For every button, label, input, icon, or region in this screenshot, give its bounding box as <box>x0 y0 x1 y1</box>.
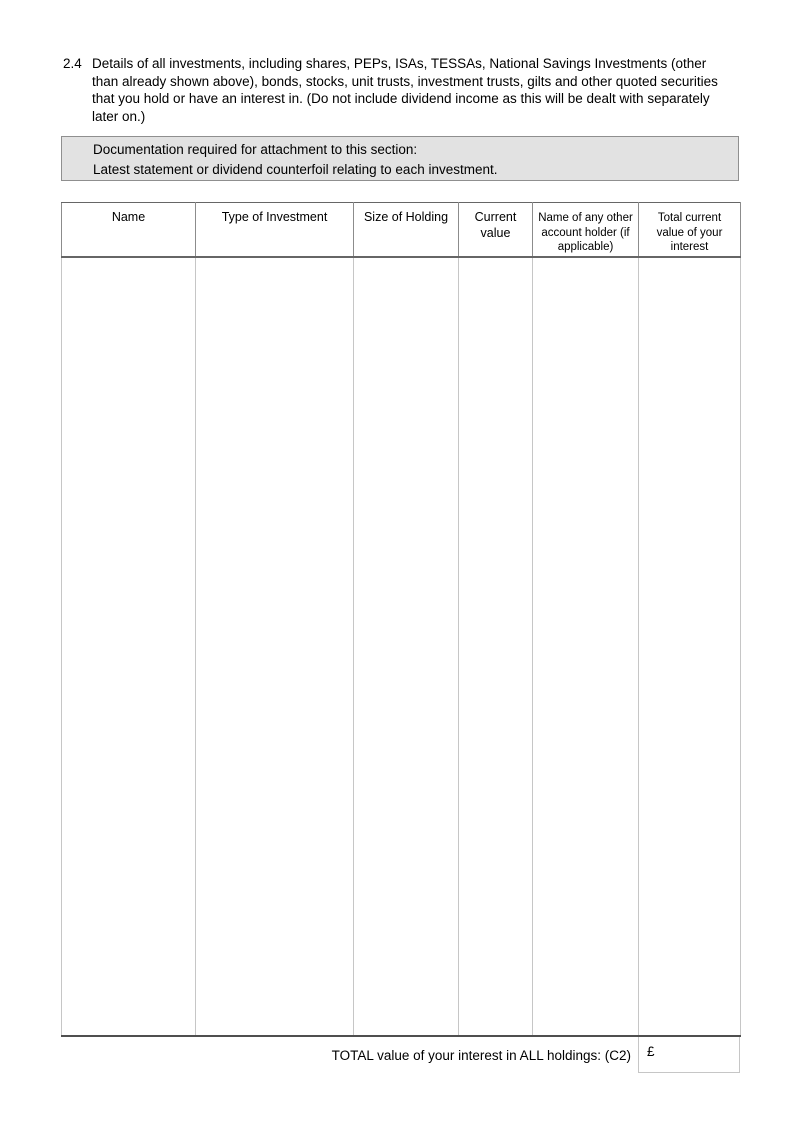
column-header-size-of-holding: Size of Holding <box>354 203 459 257</box>
documentation-box <box>61 136 739 181</box>
input-cell-total-current-value[interactable] <box>639 257 741 1036</box>
documentation-box-detail: Latest statement or dividend counterfoil relating to each investment. <box>93 161 498 177</box>
column-header-current-value: Current value <box>459 203 533 257</box>
column-header-type-of-investment: Type of Investment <box>196 203 354 257</box>
input-cell-other-account-holder[interactable] <box>533 257 639 1036</box>
total-label: TOTAL value of your interest in ALL holdings: (C2) <box>331 1047 631 1063</box>
input-cell-type-of-investment[interactable] <box>196 257 354 1036</box>
section-number: 2.4 <box>63 56 82 71</box>
input-cell-size-of-holding[interactable] <box>354 257 459 1036</box>
investments-table-blank-row <box>62 257 741 1036</box>
column-header-name: Name <box>62 203 196 257</box>
input-cell-name[interactable] <box>62 257 196 1036</box>
total-row <box>61 1037 740 1073</box>
column-header-other-account-holder: Name of any other account holder (if applicable) <box>533 203 639 257</box>
total-value-field[interactable] <box>638 1037 740 1073</box>
input-cell-current-value[interactable] <box>459 257 533 1036</box>
section-2-4 <box>0 0 800 125</box>
column-header-total-current-value: Total current value of your interest <box>639 203 741 257</box>
investments-table-header-row <box>62 203 741 257</box>
section-text: Details of all investments, including shares, PEPs, ISAs, TESSAs, National Savings Investments (other than already shown above), bonds, stocks, unit trusts, investment trusts, gilts and other quoted securities that you hold or have an interest in. (Do not include dividend income as this will be dealt with separately later on.) <box>92 56 718 124</box>
investments-table <box>61 202 741 1037</box>
documentation-box-title: Documentation required for attachment to this section: <box>93 142 418 157</box>
pound-sign: £ <box>647 1043 655 1059</box>
